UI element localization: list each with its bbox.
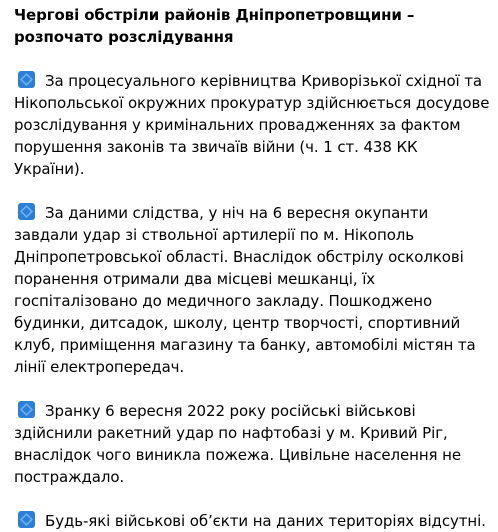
blue-diamond-icon xyxy=(18,71,35,88)
paragraph-2 xyxy=(14,202,492,378)
blue-diamond-icon xyxy=(18,203,35,220)
blue-diamond-icon xyxy=(18,511,35,528)
paragraph-text: Зранку 6 вересня 2022 року російські військові здійснили ракетний удар по нафтобазі у м. Кривий Ріг, внаслідок чого виникла пожежа. Цивільне населення не постраждало. xyxy=(14,402,461,486)
blue-diamond-icon xyxy=(18,401,35,418)
paragraph-text: За процесуального керівництва Криворізької східної та Нікопольської окружних прокуратур здійснюється досудове розслідування у кримінальних провадженнях за фактом порушення законів та звичаїв війни (ч. 1 ст. 438 КК України). xyxy=(14,72,490,178)
paragraph-1 xyxy=(14,70,492,180)
paragraph-text: За даними слідства, у ніч на 6 вересня окупанти завдали удар зі ствольної артилерії по м. Нікополь Дніпропетровської області. Внаслідок обстрілу осколкові поранення отримали два місцеві мешканці, їх госпіталізовано до медичного закладу. Пошкоджено будинки, дитсадок, школу, центр творчості, спортивний клуб, приміщення магазину та банку, автомобілі містян та лінії електропередач. xyxy=(14,204,476,376)
paragraph-text: Будь-які військові об’єкти на даних територіях відсутні. xyxy=(45,512,486,530)
paragraph-3 xyxy=(14,400,492,488)
post-title: Чергові обстріли районів Дніпропетровщини – розпочато розслідування xyxy=(14,6,415,46)
